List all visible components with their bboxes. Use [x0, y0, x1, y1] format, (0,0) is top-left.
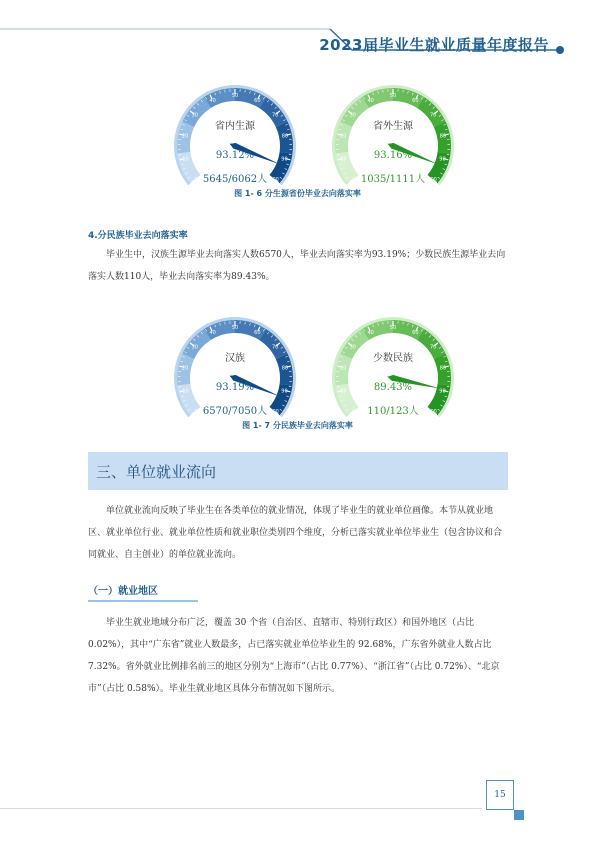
gauge-tick-label: 90 [439, 388, 446, 395]
gauge-minority [318, 310, 468, 420]
paragraph-text: 毕业生就业地域分布广泛，覆盖 30 个省（自治区、直辖市、特别行政区）和国外地区（占比 0.02%），其中“广东省”就业人数最多，占已落实就业单位毕业生的 92.68%，广东省外就业人数占比 7.32%。省外就业比例排名前三的地区分别为“上海市”（占比 0.77%）、“浙江省”（占比 0.72%）、“北京市”（占比 0.58%）。毕业生就业地区具体分布情况如下图所示。 [88, 618, 500, 694]
gauge-tick-label: 0 [194, 176, 198, 183]
gauge-tick-label: 70 [272, 112, 279, 119]
section-title-band [88, 452, 508, 490]
gauge-tick-label: 20 [339, 365, 347, 372]
section-paragraph [88, 612, 508, 700]
gauge-count: 110/123人 [367, 406, 419, 417]
gauge-needle-hub [390, 375, 396, 381]
subsection-underline [88, 600, 198, 602]
subsection-title: （一）就业地区 [88, 586, 158, 597]
section-paragraph [88, 244, 508, 288]
gauge-tick-label: 60 [412, 98, 419, 105]
gauge-count: 5645/6062人 [202, 174, 268, 185]
section-title: 三、单位就业流向 [96, 463, 217, 481]
gauge-tick-label: 80 [439, 365, 447, 372]
gauge-tick-label: 90 [281, 388, 288, 395]
gauge-needle-hub [390, 143, 396, 149]
gauge-tick-label: 50 [389, 325, 397, 331]
gauge-tick-label: 10 [340, 156, 347, 163]
gauge-tick-label: 40 [367, 330, 374, 337]
page-number-marker [514, 810, 524, 820]
figure-caption: 图 1- 6 分生源省份毕业去向落实率 [234, 189, 361, 198]
gauge-province-inside [160, 78, 310, 188]
section-heading: 4.分民族毕业去向落实率 [88, 231, 188, 241]
gauge-needle-hub [232, 375, 238, 381]
gauge-tick-label: 20 [181, 133, 189, 140]
gauge-tick-label: 50 [231, 93, 239, 99]
gauge-tick-label: 20 [339, 133, 347, 140]
gauge-percent: 93.19% [215, 382, 255, 393]
gauge-label: 少数民族 [373, 353, 413, 364]
gauge-tick-label: 60 [412, 330, 419, 337]
gauge-count: 6570/7050人 [202, 406, 268, 417]
gauge-tick-label: 20 [181, 365, 189, 372]
gauge-tick-label: 80 [281, 133, 289, 140]
gauge-tick-label: 10 [182, 388, 189, 395]
gauge-tick-label: 100 [427, 408, 437, 415]
gauge-label: 省内生源 [215, 121, 255, 132]
gauge-tick-label: 50 [389, 93, 397, 99]
gauge-tick-label: 80 [439, 133, 447, 140]
footer-divider [0, 808, 482, 809]
gauge-tick-label: 100 [427, 176, 437, 183]
gauge-han [160, 310, 310, 420]
gauge-province-outside [318, 78, 468, 188]
gauge-tick-label: 50 [231, 325, 239, 331]
gauge-tick-label: 30 [349, 344, 356, 351]
gauge-tick-label: 80 [281, 365, 289, 372]
report-title: 2023届毕业生就业质量年度报告 [319, 36, 549, 54]
gauge-percent: 93.16% [373, 150, 413, 161]
gauge-label: 省外生源 [373, 121, 413, 132]
gauge-percent: 89.43% [373, 382, 413, 393]
gauge-tick-label: 0 [194, 408, 198, 415]
gauge-tick-label: 60 [254, 330, 261, 337]
gauge-tick-label: 40 [209, 98, 216, 105]
gauge-tick-label: 30 [191, 112, 198, 119]
gauge-tick-label: 40 [209, 330, 216, 337]
gauge-tick-label: 100 [269, 408, 279, 415]
gauge-tick-label: 100 [269, 176, 279, 183]
page-number: 15 [486, 780, 514, 810]
gauge-tick-label: 90 [281, 156, 288, 163]
gauge-tick-label: 90 [439, 156, 446, 163]
gauge-label: 汉族 [225, 353, 245, 364]
gauge-tick-label: 40 [367, 98, 374, 105]
gauge-tick-label: 30 [191, 344, 198, 351]
gauge-tick-label: 70 [430, 112, 437, 119]
section-paragraph [88, 500, 508, 566]
paragraph-text: 毕业生中，汉族生源毕业去向落实人数6570人，毕业去向落实率为93.19%；少数民族生源毕业去向落实人数110人，毕业去向落实率为89.43%。 [88, 250, 506, 282]
gauge-tick-label: 10 [182, 156, 189, 163]
paragraph-text: 单位就业流向反映了毕业生在各类单位的就业情况，体现了毕业生的就业单位画像。本节从就业地区、就业单位行业、就业单位性质和就业职位类别四个维度，分析已落实就业单位毕业生（包含协议和合同就业、自主创业）的单位就业流向。 [88, 506, 503, 560]
gauge-tick-label: 0 [352, 176, 356, 183]
gauge-tick-label: 0 [352, 408, 356, 415]
gauge-tick-label: 60 [254, 98, 261, 105]
gauge-tick-label: 70 [272, 344, 279, 351]
gauge-tick-label: 70 [430, 344, 437, 351]
gauge-percent: 93.12% [215, 150, 255, 161]
gauge-count: 1035/1111人 [360, 174, 426, 185]
gauge-tick-label: 30 [349, 112, 356, 119]
gauge-tick-label: 10 [340, 388, 347, 395]
gauge-needle-hub [232, 143, 238, 149]
figure-caption: 图 1- 7 分民族毕业去向落实率 [242, 421, 353, 430]
